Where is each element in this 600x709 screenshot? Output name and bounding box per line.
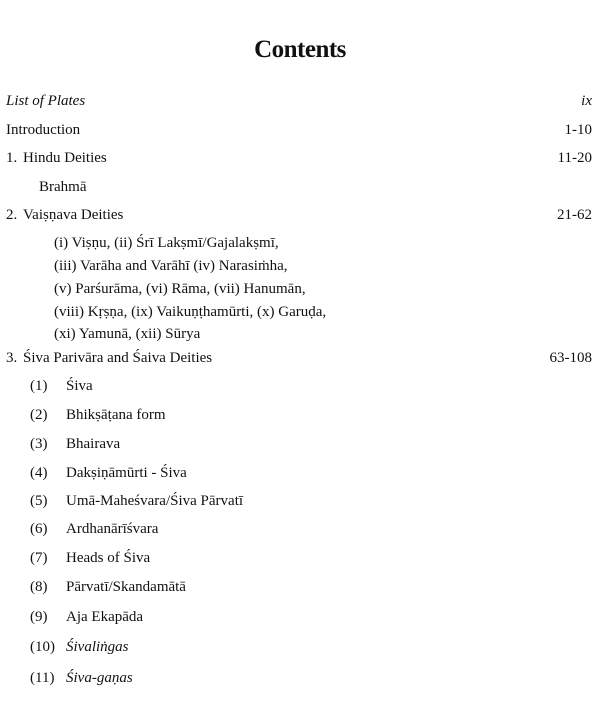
item-number: (9) xyxy=(30,609,48,625)
item-label: Ardhanārīśvara xyxy=(66,521,159,537)
item-label: Heads of Śiva xyxy=(66,550,151,566)
item-label: Umā-Maheśvara/Śiva Pārvatī xyxy=(66,493,244,509)
toc-item[interactable] xyxy=(0,405,592,425)
toc-entry-introduction[interactable] xyxy=(0,120,592,140)
item-label: Śiva-gaṇas xyxy=(66,670,133,686)
item-label: Śivaliṅgas xyxy=(66,639,129,655)
chapter-subtopics xyxy=(0,177,592,197)
item-number: (8) xyxy=(30,579,48,595)
subtopic-line: (v) Parśurāma, (vi) Rāma, (vii) Hanumān, xyxy=(54,281,306,297)
item-number: (4) xyxy=(30,465,48,481)
toc-item[interactable] xyxy=(0,577,592,597)
item-number: (2) xyxy=(30,407,48,423)
chapter-pages: 21-62 xyxy=(557,207,592,223)
toc-chapter-1[interactable] xyxy=(0,148,592,168)
page-title: Contents xyxy=(254,36,346,63)
toc-item[interactable] xyxy=(0,668,592,688)
chapter-pages: 11-20 xyxy=(557,150,592,166)
item-number: (6) xyxy=(30,521,48,537)
item-number: (3) xyxy=(30,436,48,452)
item-number: (5) xyxy=(30,493,48,509)
entry-pages: 1-10 xyxy=(564,122,592,138)
toc-item[interactable] xyxy=(0,607,592,627)
toc-item[interactable] xyxy=(0,548,592,568)
subtopic-line: (xi) Yamunā, (xii) Sūrya xyxy=(54,326,201,342)
toc-item[interactable] xyxy=(0,491,592,511)
item-label: Dakṣiṇāmūrti - Śiva xyxy=(66,465,187,481)
subtopic-line: (iii) Varāha and Varāhī (iv) Narasiṁha, xyxy=(54,258,288,274)
subtopic-line: (i) Viṣṇu, (ii) Śrī Lakṣmī/Gajalakṣmī, xyxy=(54,235,279,251)
item-label: Pārvatī/Skandamātā xyxy=(66,579,186,595)
toc-item[interactable] xyxy=(0,376,592,396)
toc-item[interactable] xyxy=(0,434,592,454)
entry-label: Introduction xyxy=(6,122,81,138)
subtopic: Brahmā xyxy=(39,179,87,195)
item-number: (7) xyxy=(30,550,48,566)
item-label: Aja Ekapāda xyxy=(66,609,144,625)
chapter-title: Hindu Deities xyxy=(23,150,107,166)
entry-label: List of Plates xyxy=(6,93,86,109)
chapter-title: Vaiṣṇava Deities xyxy=(23,207,124,223)
item-number: (10) xyxy=(30,639,55,655)
item-label: Śiva xyxy=(66,378,93,394)
chapter-pages: 63-108 xyxy=(549,350,592,366)
item-number: (1) xyxy=(30,378,48,394)
toc-item[interactable] xyxy=(0,637,592,657)
chapter-number: 2. xyxy=(6,207,18,223)
toc-entry-list-of-plates[interactable] xyxy=(0,91,592,111)
chapter-number: 3. xyxy=(6,350,18,366)
item-label: Bhairava xyxy=(66,436,121,452)
toc-item[interactable] xyxy=(0,519,592,539)
item-label: Bhikṣāṭana form xyxy=(66,407,166,423)
toc-chapter-3[interactable] xyxy=(0,348,592,368)
chapter-number: 1. xyxy=(6,150,18,166)
entry-pages: ix xyxy=(581,93,592,109)
toc-chapter-2[interactable] xyxy=(0,205,592,225)
chapter-title: Śiva Parivāra and Śaiva Deities xyxy=(23,350,213,366)
toc-item[interactable] xyxy=(0,463,592,483)
subtopic-line: (viii) Kṛṣṇa, (ix) Vaikuṇṭhamūrti, (x) Garuḍa, xyxy=(54,304,327,320)
item-number: (11) xyxy=(30,670,55,686)
